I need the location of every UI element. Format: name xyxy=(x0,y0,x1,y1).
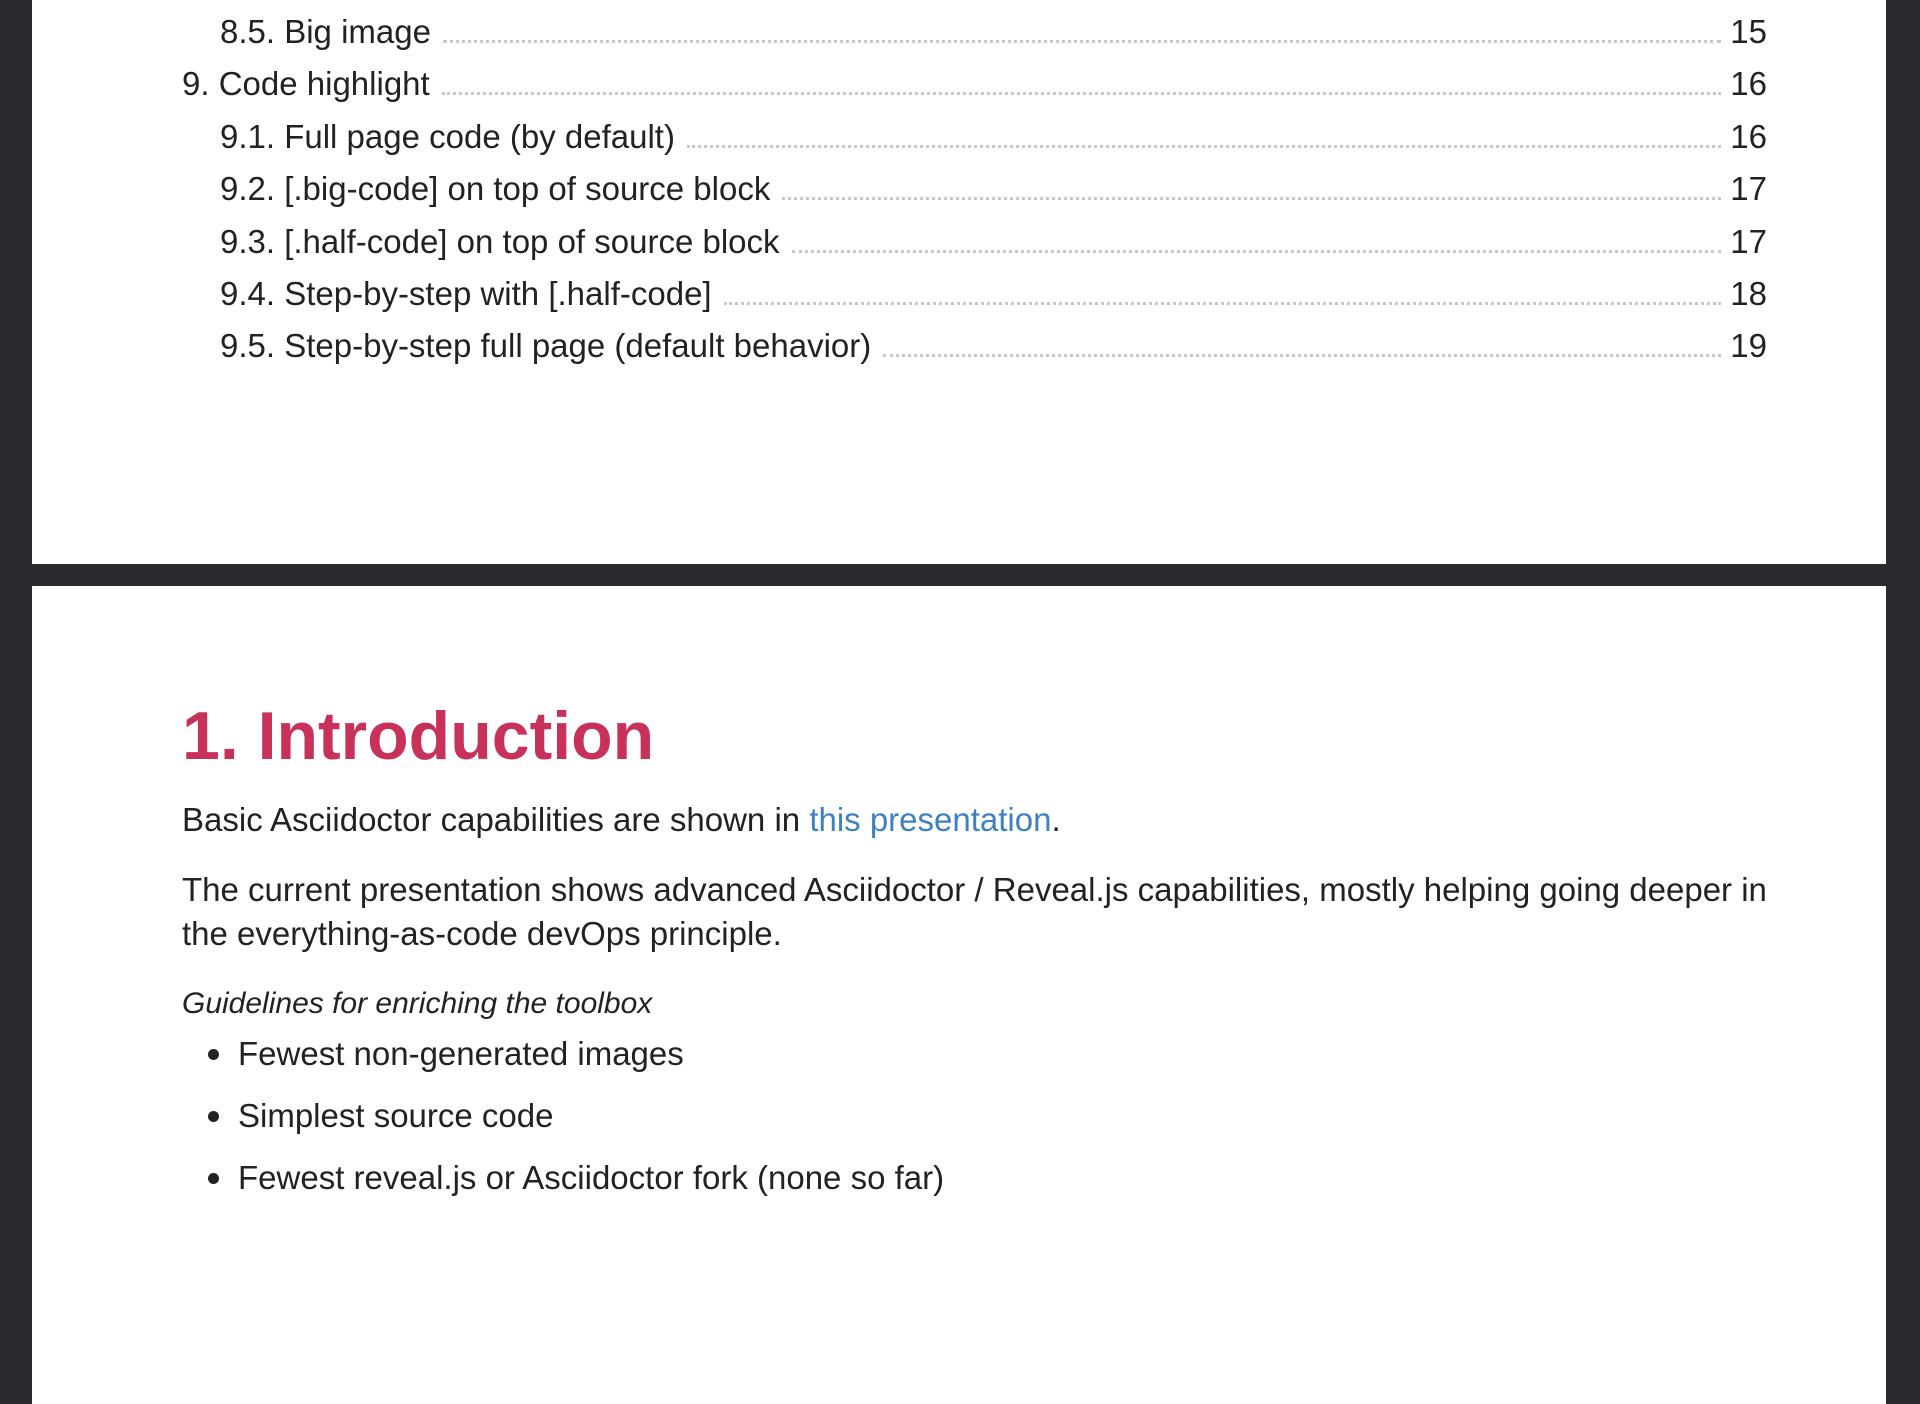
toc-entry-title: 9.1. Full page code (by default) xyxy=(220,111,681,163)
intro-suffix: . xyxy=(1051,801,1061,838)
list-title: Guidelines for enriching the toolbox xyxy=(182,987,653,1020)
list-item-text: Fewest reveal.js or Asciidoctor fork (none so far) xyxy=(238,1159,945,1196)
toc-leader xyxy=(792,249,1721,253)
toc-leader xyxy=(443,39,1721,43)
list-item-text: Fewest non-generated images xyxy=(238,1035,684,1072)
toc-entry-page: 16 xyxy=(1730,65,1767,103)
list-item-text: Simplest source code xyxy=(238,1097,554,1134)
intro-paragraph xyxy=(182,798,1767,842)
toc-entry-title: 9.4. Step-by-step with [.half-code] xyxy=(220,268,718,320)
introduction-section xyxy=(182,696,1767,1218)
toc-entry-page: 19 xyxy=(1730,327,1767,365)
toc-entry-page: 17 xyxy=(1730,170,1767,208)
toc-entry[interactable] xyxy=(182,268,1767,320)
list-item xyxy=(182,1156,1767,1200)
toc-entry[interactable] xyxy=(182,320,1767,372)
pdf-page-introduction xyxy=(32,586,1886,1404)
bullet-icon xyxy=(208,1173,219,1184)
toc-entry-title: 9.3. [.half-code] on top of source block xyxy=(220,216,786,268)
toc-entry-title: 8.5. Big image xyxy=(220,6,437,58)
table-of-contents xyxy=(182,6,1767,373)
toc-entry[interactable] xyxy=(182,163,1767,215)
toc-entry-page: 15 xyxy=(1730,13,1767,50)
toc-leader xyxy=(782,196,1721,200)
bullet-icon xyxy=(208,1049,219,1060)
guidelines-list xyxy=(182,1032,1767,1200)
toc-entry-title: 9.2. [.big-code] on top of source block xyxy=(220,163,776,215)
presentation-link[interactable]: this presentation xyxy=(809,801,1052,838)
toc-leader xyxy=(442,91,1721,95)
list-item xyxy=(182,1094,1767,1138)
bullet-icon xyxy=(208,1111,219,1122)
list-item xyxy=(182,1032,1767,1076)
toc-entry[interactable] xyxy=(182,111,1767,163)
toc-entry-page: 17 xyxy=(1730,222,1767,260)
toc-entry[interactable] xyxy=(182,216,1767,268)
pdf-page-toc xyxy=(32,0,1886,564)
toc-entry-page: 18 xyxy=(1730,274,1767,312)
section-heading: 1. Introduction xyxy=(182,698,655,774)
intro-text: Basic Asciidoctor capabilities are shown in xyxy=(182,801,810,838)
toc-entry-title: 9. Code highlight xyxy=(182,58,436,110)
toc-leader xyxy=(687,144,1721,148)
toc-entry[interactable] xyxy=(182,6,1767,58)
toc-leader xyxy=(883,353,1721,357)
description-paragraph: The current presentation shows advanced Asciidoctor / Reveal.js capabilities, mostly helping going deeper in the everything-as-code devOps principle. xyxy=(182,871,1767,952)
toc-entry[interactable] xyxy=(182,58,1767,110)
toc-entry-page: 16 xyxy=(1730,117,1767,155)
toc-entry-title: 9.5. Step-by-step full page (default behavior) xyxy=(220,320,877,372)
toc-leader xyxy=(724,301,1721,305)
